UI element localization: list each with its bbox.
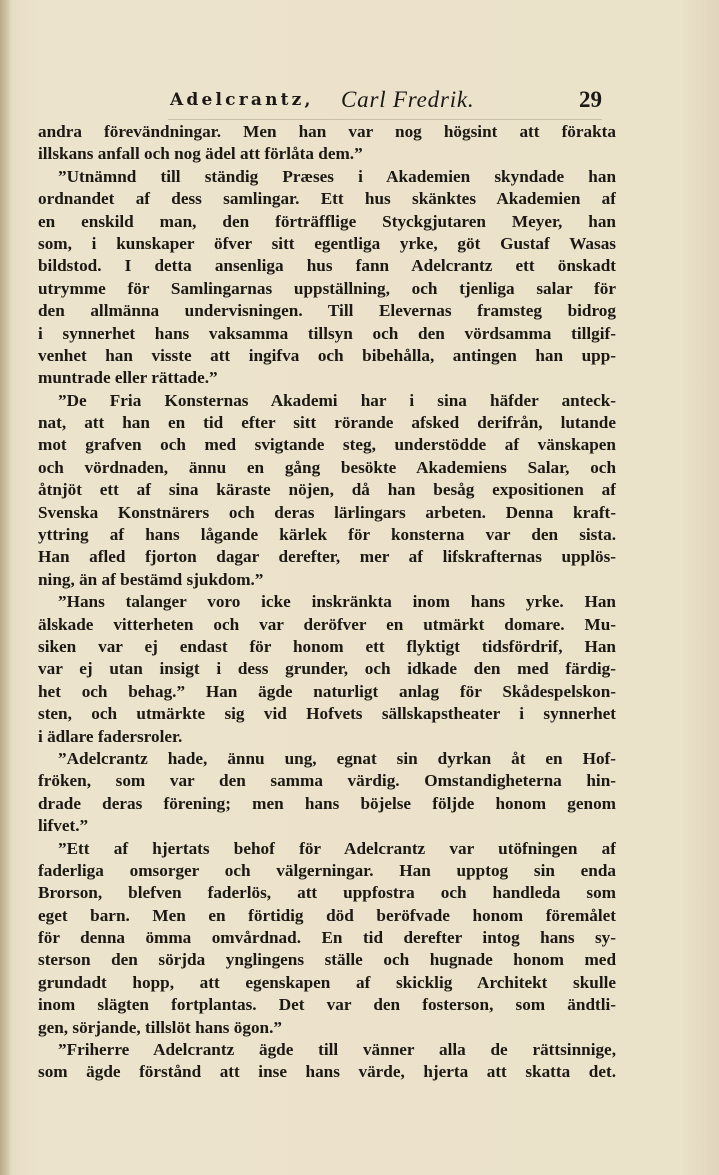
text-line: venhet han visste att ingifva och bibehålla, antingen han upp-	[38, 345, 616, 365]
text-line: i ädlare fadersroler.	[38, 726, 183, 746]
text-line: illskans anfall och nog ädel att förlåta dem.”	[38, 144, 363, 164]
running-head	[0, 86, 719, 116]
text-line: muntrade eller rättade.”	[38, 368, 218, 388]
text-line: i synnerhet hans vaksamma tillsyn och den vördsamma tillgif-	[38, 323, 616, 343]
text-line: yttring af hans lågande kärlek för konsterna var den sista.	[38, 525, 616, 545]
text-line: en enskild man, den förträfflige Styckgjutaren Meyer, han	[38, 211, 616, 231]
text-line: sterson den sörjda ynglingens ställe och hugnade honom med	[38, 950, 616, 970]
text-line: andra förevändningar. Men han var nog högsint att förakta	[38, 122, 616, 141]
text-line: var ej utan insigt i dess grunder, och idkade den med färdig-	[38, 659, 616, 679]
text-line: älskade vitterheten och var deröfver en utmärkt domare. Mu-	[38, 614, 616, 634]
text-line: drade deras förening; men hans böjelse följde honom genom	[38, 793, 616, 813]
running-head-name: Carl Fredrik.	[341, 87, 475, 112]
text-line: het och behag.” Han ägde naturligt anlag för Skådespelskon-	[38, 681, 616, 701]
page-number: 29	[579, 87, 602, 112]
text-line: grundadt hopp, att egenskapen af skicklig Architekt skulle	[38, 972, 616, 992]
text-line: ”De Fria Konsternas Akademi har i sina häfder anteck-	[58, 390, 616, 410]
text-line: inom slägten fortplantas. Det var den fosterson, som ändtli-	[38, 995, 616, 1015]
text-line: siken var ej endast för honom ett flyktigt tidsfördrif, Han	[38, 636, 616, 656]
text-line: ”Ett af hjertats behof för Adelcrantz var utöfningen af	[58, 838, 616, 858]
text-line: Brorson, blefven faderlös, att uppfostra och handleda som	[38, 883, 616, 903]
text-line: Han afled fjorton dagar derefter, mer af lifskrafternas upplös-	[38, 547, 616, 567]
text-line: eget barn. Men en förtidig död beröfvade honom föremålet	[38, 905, 616, 925]
text-line: ”Utnämnd till ständig Præses i Akademien skyndade han	[58, 166, 616, 186]
text-line: mot grafven och med svigtande steg, understödde af vänskapen	[38, 435, 616, 455]
text-line: som ägde förstånd att inse hans värde, hjerta att skatta det.	[38, 1062, 616, 1082]
text-line: Svenska Konstnärers och deras lärlingars arbeten. Denna kraft-	[38, 502, 616, 522]
text-line: som, i kunskaper öfver sitt egentliga yrke, göt Gustaf Wasas	[38, 233, 616, 253]
text-line: gen, sörjande, tillslöt hans ögon.”	[38, 1017, 282, 1037]
text-line: den allmänna undervisningen. Till Elevernas framsteg bidrog	[38, 301, 616, 321]
text-line: för denna ömma omvårdnad. En tid derefter intog hans sy-	[38, 928, 616, 948]
binding-shadow	[0, 0, 10, 1175]
text-line: faderliga omsorger och välgerningar. Han upptog sin enda	[38, 860, 616, 880]
text-line: ordnandet af dess samlingar. Ett hus skänktes Akademien af	[38, 189, 616, 209]
body-text	[38, 121, 616, 1084]
text-line: lifvet.”	[38, 816, 89, 836]
text-line: sten, och utmärkte sig vid Hofvets sällskapstheater i synnerhet	[38, 704, 616, 724]
text-line: utrymme för Samlingarnas uppställning, och tjenliga salar för	[38, 278, 616, 298]
text-line: åtnjöt ett af sina käraste nöjen, då han besåg expositionen af	[38, 480, 616, 500]
text-line: ning, än af bestämd sjukdom.”	[38, 569, 264, 589]
text-line: ”Hans talanger voro icke inskränkta inom hans yrke. Han	[58, 592, 616, 612]
text-line: bildstod. I detta ansenliga hus fann Adelcrantz ett önskadt	[38, 256, 616, 276]
text-line: ”Friherre Adelcrantz ägde till vänner alla de rättsinnige,	[58, 1040, 616, 1060]
running-head-author: Adelcrantz,	[170, 90, 314, 110]
text-line: ”Adelcrantz hade, ännu ung, egnat sin dyrkan åt en Hof-	[58, 748, 616, 768]
header-rule	[168, 119, 602, 120]
text-line: och vördnaden, ännu en gång besökte Akademiens Salar, och	[38, 457, 616, 477]
text-line: fröken, som var den samma värdig. Omstandigheterna hin-	[38, 771, 616, 791]
text-line: nat, att han en tid efter sitt rörande afsked derifrån, lutande	[38, 413, 616, 433]
